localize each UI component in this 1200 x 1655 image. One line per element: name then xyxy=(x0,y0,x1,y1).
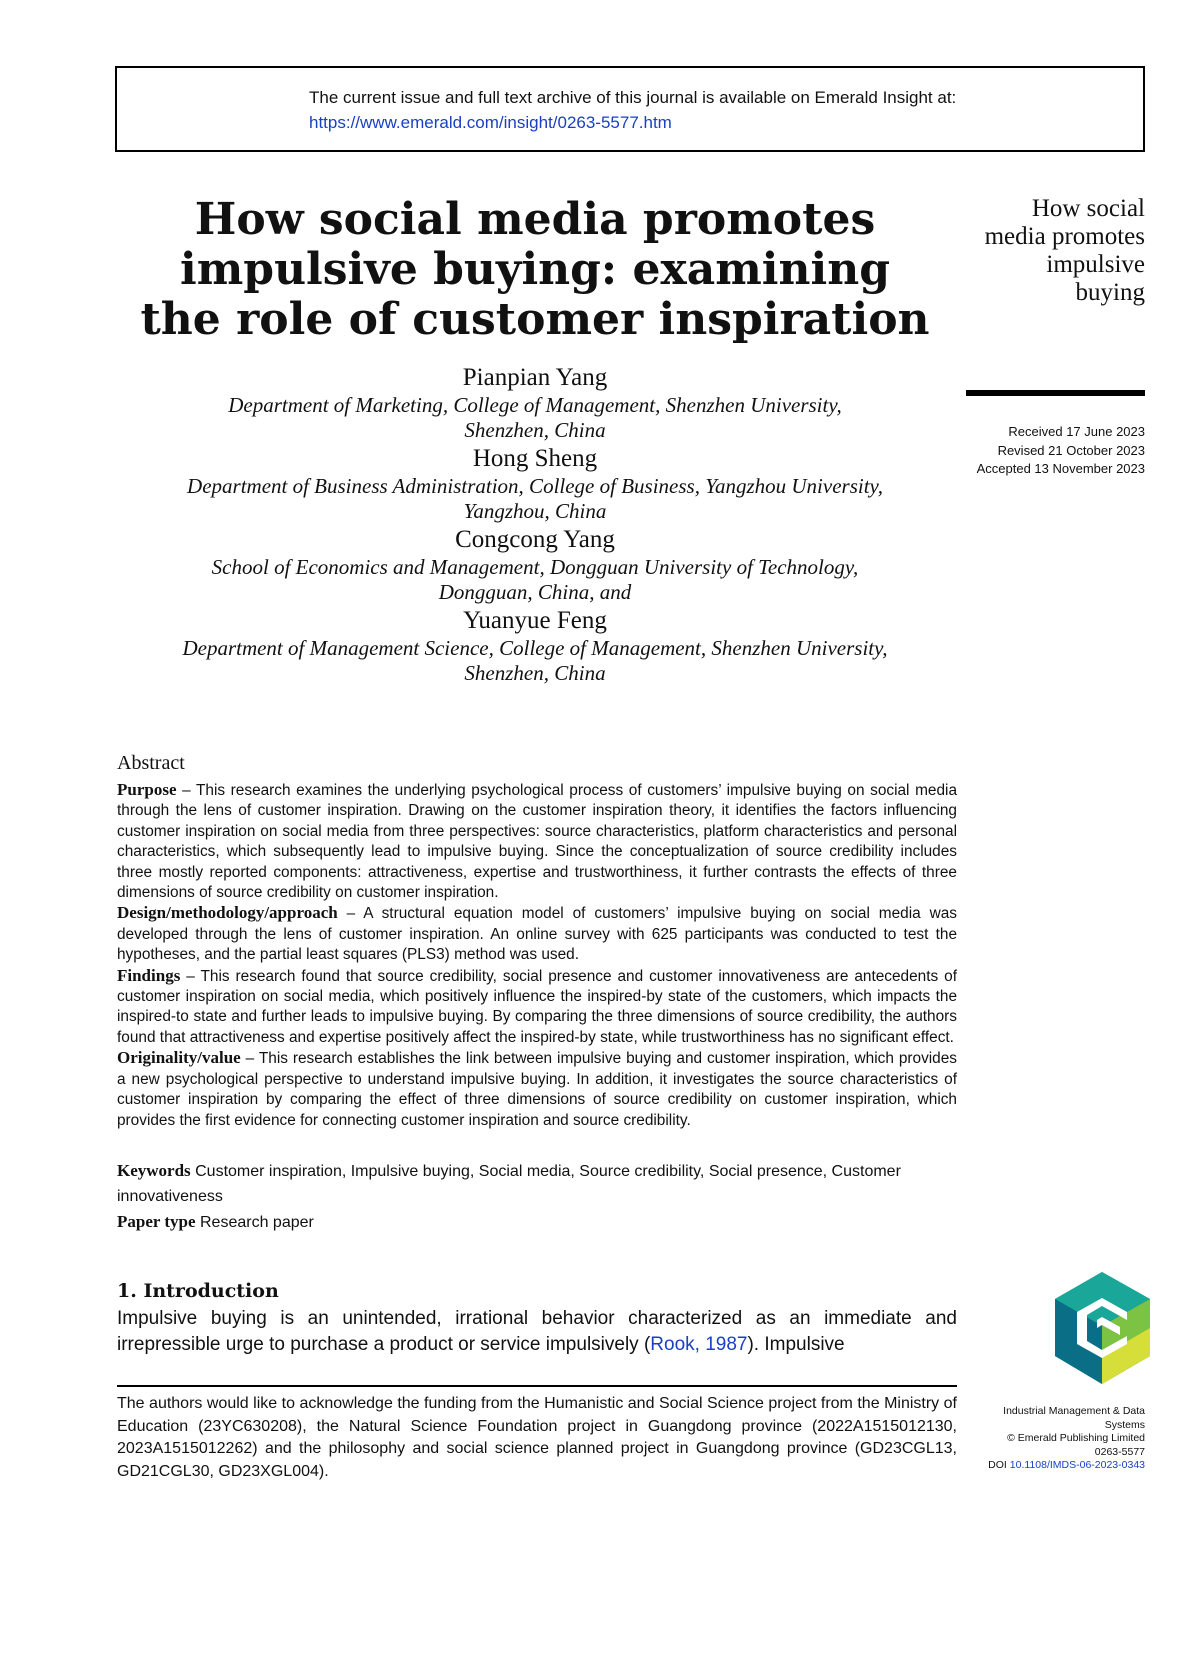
author-affiliation: Department of Management Science, College of Management, Shenzhen University, xyxy=(182,636,888,660)
submission-dates xyxy=(955,423,1145,479)
author-affiliation: Shenzhen, China xyxy=(464,661,606,685)
keywords-text: Customer inspiration, Impulsive buying, Social media, Source credibility, Social presence, Customer innovativeness xyxy=(117,1163,901,1205)
purpose-label: Purpose xyxy=(117,780,177,799)
introduction-heading: 1. Introduction xyxy=(117,1280,279,1302)
author-affiliation: Department of Business Administration, College of Business, Yangzhou University, xyxy=(187,474,883,498)
journal-name: Industrial Management & Data xyxy=(1003,1405,1145,1417)
author-block xyxy=(110,605,960,686)
author-name: Pianpian Yang xyxy=(462,364,608,391)
issn: 0263-5577 xyxy=(1094,1445,1145,1458)
doi-line xyxy=(960,1459,1145,1473)
publisher: © Emerald Publishing Limited xyxy=(1007,1432,1145,1444)
accepted-date: Accepted 13 November 2023 xyxy=(976,461,1145,476)
design-text: – A structural equation model of customers’ impulsive buying on social media was developed through the lens of customer inspiration. An online survey with 625 participants was conducted to test the hypotheses, and the partial least squares (PLS3) method was used. xyxy=(117,905,957,964)
access-notice-box xyxy=(115,66,1145,152)
journal-url-link[interactable]: https://www.emerald.com/insight/0263-5577.htm xyxy=(309,113,672,132)
paper-type xyxy=(117,1212,314,1232)
abstract-body xyxy=(117,780,957,1131)
running-title-line: media promotes xyxy=(984,223,1145,250)
abstract-purpose xyxy=(117,780,957,903)
journal-info xyxy=(960,1405,1145,1473)
revised-date: Revised 21 October 2023 xyxy=(997,442,1145,458)
introduction-paragraph xyxy=(117,1306,957,1357)
originality-text: – This research establishes the link between impulsive buying and customer inspiration, which provides a new psychological perspective to understand impulsive buying. In addition, it investigates the source characteristics of customer inspiration by comparing the effect of three dimensions of source credibility on customer inspiration, which provides the first evidence for connecting customer inspiration and source credibility. xyxy=(117,1050,957,1129)
running-title-line: buying xyxy=(1075,279,1145,306)
title-line: the role of customer inspiration xyxy=(140,294,930,345)
author-block xyxy=(110,524,960,605)
purpose-text: – This research examines the underlying psychological process of customers’ impulsive buying on social media through the lens of customer inspiration. Drawing on the customer inspiration theory, it identifies the factors influencing customer inspiration on social media from three perspectives: source characteristics, platform characteristics and personal characteristics, which subsequently lead to impulsive buying. Since the conceptualization of source credibility includes three mostly reported components: attractiveness, expertise and trustworthiness, it further contrasts the effects of three dimensions of source credibility on customer inspiration. xyxy=(117,782,957,902)
received-date: Received 17 June 2023 xyxy=(1008,424,1145,439)
abstract-heading: Abstract xyxy=(117,752,185,774)
title-line: impulsive buying: examining xyxy=(180,244,890,295)
author-block xyxy=(110,443,960,524)
doi-label: DOI xyxy=(988,1459,1010,1471)
funding-footnote xyxy=(117,1393,957,1483)
doi-link[interactable]: 10.1108/IMDS-06-2023-0343 xyxy=(1009,1459,1145,1471)
paper-type-label: Paper type xyxy=(117,1212,196,1231)
intro-text: Impulsive buying is an unintended, irrational behavior characterized as an immediate and irrepressible urge to purchase a product or service impulsively ( xyxy=(117,1308,957,1355)
author-name: Congcong Yang xyxy=(455,526,615,553)
keywords-label: Keywords xyxy=(117,1161,191,1180)
running-title-line: How social xyxy=(1031,195,1145,222)
paper-type-text: Research paper xyxy=(195,1214,314,1231)
findings-text: – This research found that source credibility, social presence and customer innovativeness are antecedents of customer inspiration on social media, which positively influence the inspired-by state of the customers, which impacts the inspired-to state and further leads to impulsive buying. By comparing the three dimensions of source credibility, the authors found that attractiveness and expertise positively affect the inspired-by state, while trustworthiness has no significant effect. xyxy=(117,967,957,1046)
access-notice-text: The current issue and full text archive of this journal is available on Emerald Insight at: xyxy=(309,88,957,107)
author-affiliation: Yangzhou, China xyxy=(463,499,607,523)
introduction-body xyxy=(117,1306,957,1357)
keywords xyxy=(117,1158,957,1209)
design-label: Design/methodology/approach xyxy=(117,903,338,923)
abstract-findings xyxy=(117,966,957,1049)
author-affiliation: School of Economics and Management, Dongguan University of Technology, xyxy=(211,555,859,579)
footnote-text: The authors would like to acknowledge the funding from the Humanistic and Social Science project from the Ministry of Education (23YC630208), the Natural Science Foundation project in Guangdong province (2022A1515012130, 2023A1515012262) and the philosophy and social science planned project in Guangdong province (GD23CGL13, GD21CGL30, GD23XGL004). xyxy=(117,1395,957,1480)
running-title xyxy=(945,195,1145,307)
emerald-logo-icon xyxy=(1055,1272,1150,1384)
citation-link[interactable]: Rook, 1987 xyxy=(650,1333,748,1355)
intro-text: ). Impulsive xyxy=(747,1333,845,1355)
author-affiliation: Shenzhen, China xyxy=(464,418,606,442)
running-title-line: impulsive xyxy=(1046,251,1145,278)
author-affiliation: Department of Marketing, College of Management, Shenzhen University, xyxy=(228,393,842,417)
author-block xyxy=(110,362,960,443)
author-list xyxy=(110,362,960,686)
author-name: Hong Sheng xyxy=(472,445,598,472)
paper-title xyxy=(115,195,955,345)
title-line: How social media promotes xyxy=(194,194,876,245)
author-name: Yuanyue Feng xyxy=(463,607,607,634)
originality-label: Originality/value xyxy=(117,1048,241,1068)
footnote-divider xyxy=(117,1385,957,1387)
journal-name-cont: Systems xyxy=(1104,1418,1145,1431)
abstract-design xyxy=(117,903,957,965)
sidebar-divider xyxy=(966,390,1145,396)
author-affiliation: Dongguan, China, and xyxy=(438,580,632,604)
abstract-originality xyxy=(117,1048,957,1131)
findings-label: Findings xyxy=(117,965,181,985)
